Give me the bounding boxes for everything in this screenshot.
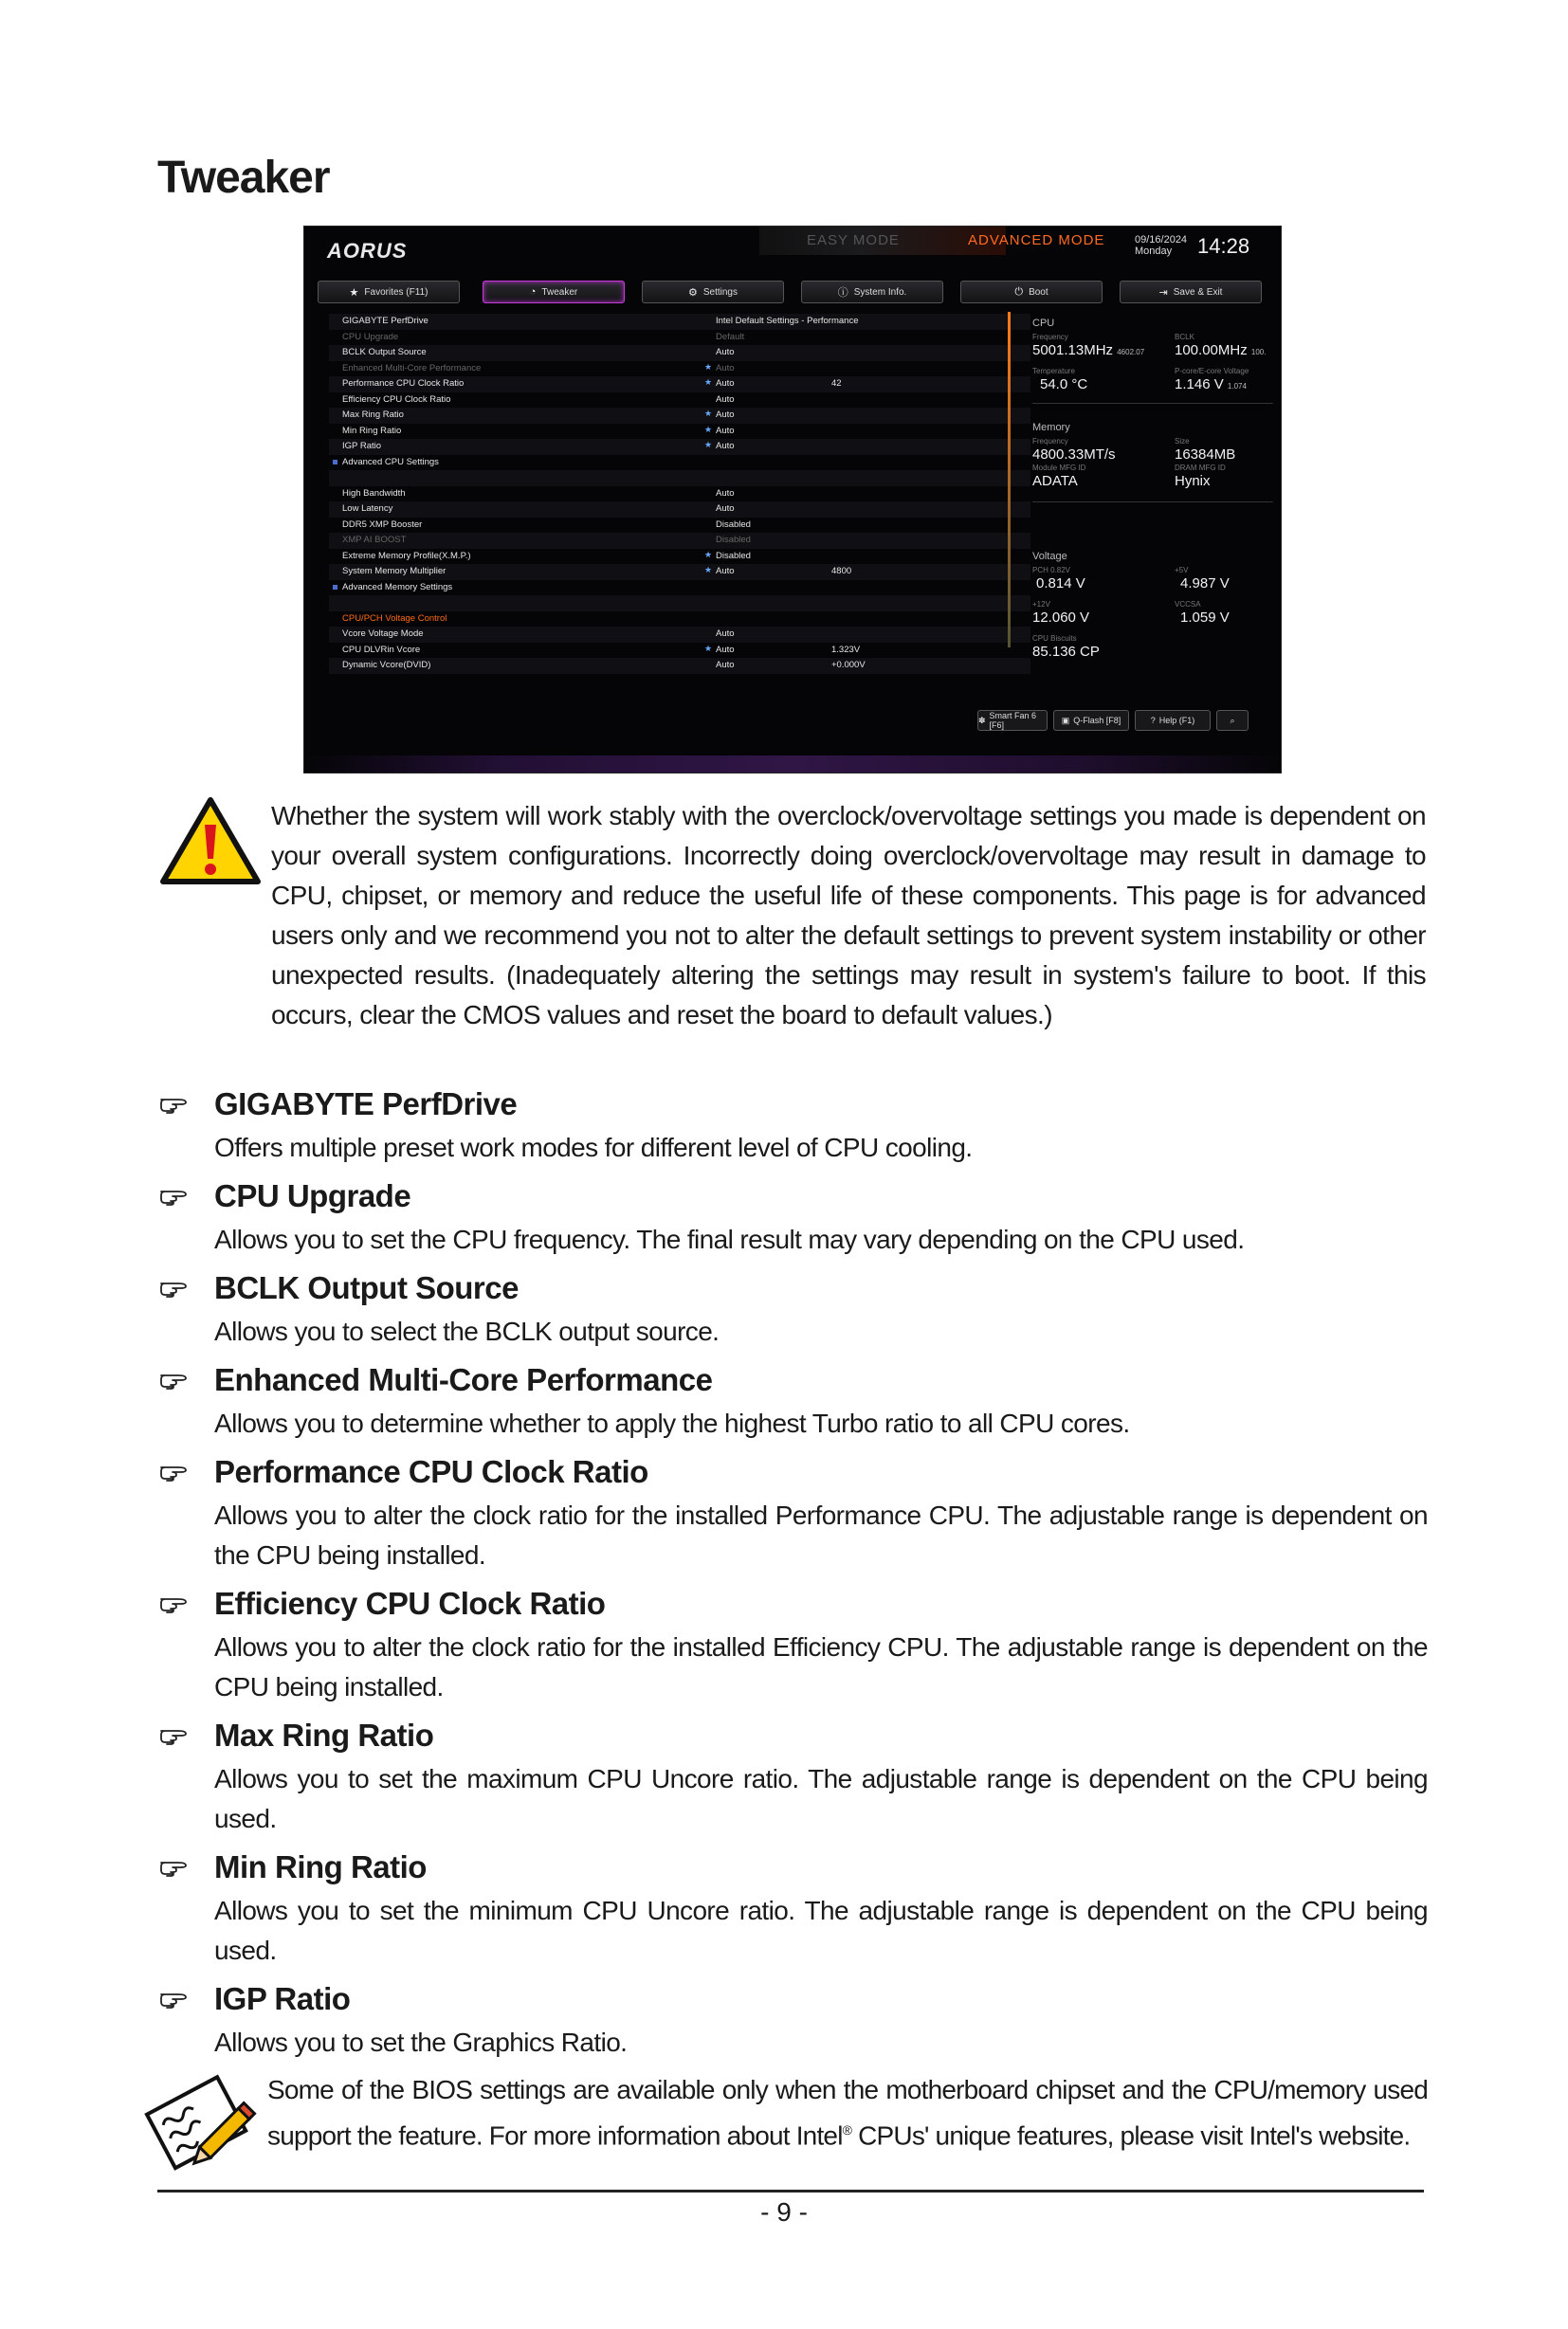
advanced-mode-tab[interactable]: ADVANCED MODE <box>968 232 1105 248</box>
setting-value[interactable]: Auto <box>716 362 735 373</box>
easy-mode-tab[interactable]: EASY MODE <box>807 232 900 248</box>
pch-label: PCH 0.82V <box>1032 566 1071 574</box>
v12-value: 12.060 V <box>1032 610 1090 626</box>
help-icon: ? <box>1150 716 1156 725</box>
setting-row[interactable] <box>329 549 1030 565</box>
decorative-glow <box>304 755 1281 773</box>
setting-label: Dynamic Vcore(DVID) <box>342 660 431 670</box>
v5-value: 4.987 V <box>1180 575 1230 591</box>
day-text: Monday <box>1135 246 1173 257</box>
v5-label: +5V <box>1175 566 1189 574</box>
voltage-heading: Voltage <box>1032 551 1067 562</box>
setting-description: Allows you to alter the clock ratio for the installed Performance CPU. The adjustable range is dependent on the CPU being installed. <box>214 1501 1428 1570</box>
tab-settings[interactable] <box>642 281 784 303</box>
setting-row[interactable] <box>329 564 1030 580</box>
cpu-biscuits-label: CPU Biscuits <box>1032 634 1077 643</box>
setting-row[interactable] <box>329 314 1030 330</box>
temperature-label: Temperature <box>1032 367 1075 375</box>
setting-value[interactable]: Intel Default Settings - Performance <box>716 316 859 326</box>
setting-row[interactable] <box>329 424 1030 440</box>
fan-button[interactable] <box>977 710 1048 731</box>
tab-favorites-f11[interactable] <box>318 281 460 303</box>
favorite-star-icon[interactable]: ★ <box>704 565 713 574</box>
cpu-biscuits-value: 85.136 CP <box>1032 644 1100 660</box>
setting-title: Max Ring Ratio <box>214 1718 434 1753</box>
aorus-logo: AORUS <box>327 239 408 263</box>
vccsa-label: VCCSA <box>1175 600 1201 609</box>
footer-rule <box>157 2190 1424 2193</box>
favorite-star-icon[interactable]: ★ <box>704 361 713 372</box>
date-text: 09/16/2024 <box>1135 234 1188 246</box>
fan-icon: ✽ <box>978 715 986 725</box>
bclk-text: 100.00MHz <box>1175 342 1248 358</box>
setting-title: GIGABYTE PerfDrive <box>214 1086 518 1121</box>
setting-value[interactable]: Auto <box>716 347 735 357</box>
bclk-label: BCLK <box>1175 333 1194 341</box>
gauge-icon: ◔ <box>529 286 537 298</box>
setting-value[interactable]: Disabled <box>716 535 751 545</box>
chip-icon: ▣ <box>1061 715 1070 725</box>
setting-current-value: 1.323V <box>831 644 861 655</box>
bios-date <box>1135 234 1187 257</box>
spacer-row <box>329 470 1030 486</box>
tab-boot[interactable] <box>960 281 1103 303</box>
setting-value[interactable]: Disabled <box>716 550 751 561</box>
mem-frequency-label: Frequency <box>1032 437 1068 446</box>
pcore-voltage-label: P-core/E-core Voltage <box>1175 367 1249 375</box>
setting-value[interactable]: Auto <box>716 425 735 436</box>
tab-tweaker[interactable] <box>483 281 625 303</box>
divider <box>1032 501 1273 502</box>
tab-label: Save & Exit <box>1173 286 1223 298</box>
setting-title: Efficiency CPU Clock Ratio <box>214 1586 606 1621</box>
setting-row[interactable] <box>329 486 1030 502</box>
setting-description: Allows you to set the CPU frequency. The final result may vary depending on the CPU used. <box>214 1225 1245 1254</box>
favorite-star-icon[interactable]: ★ <box>704 409 713 418</box>
setting-label: CPU/PCH Voltage Control <box>342 612 447 624</box>
favorite-star-icon[interactable]: ★ <box>704 440 713 449</box>
pcore-voltage-value <box>1175 376 1247 392</box>
setting-title: Enhanced Multi-Core Performance <box>214 1362 713 1397</box>
setting-label: Max Ring Ratio <box>342 409 404 420</box>
setting-current-value: 42 <box>831 378 842 389</box>
favorite-star-icon[interactable]: ★ <box>704 377 713 387</box>
submenu-bullet-icon <box>333 460 337 464</box>
bios-screenshot <box>303 226 1282 773</box>
module-mfg-value: ADATA <box>1032 473 1078 489</box>
cpu-heading: CPU <box>1032 318 1055 329</box>
setting-row[interactable] <box>329 376 1030 392</box>
exit-icon: ⇥ <box>1158 286 1168 299</box>
setting-title: IGP Ratio <box>214 1981 351 2016</box>
pointing-hand-icon <box>159 1276 190 1299</box>
favorite-star-icon[interactable]: ★ <box>704 643 713 653</box>
setting-label: Efficiency CPU Clock Ratio <box>342 393 451 405</box>
setting-row[interactable] <box>329 345 1030 361</box>
button-label: Smart Fan 6 [F6] <box>989 711 1037 730</box>
setting-row[interactable] <box>329 611 1030 628</box>
mem-frequency-value: 4800.33MT/s <box>1032 446 1116 463</box>
setting-label: Advanced Memory Settings <box>342 581 453 592</box>
setting-label: Performance CPU Clock Ratio <box>342 378 465 389</box>
cpu-frequency-label: Frequency <box>1032 333 1068 341</box>
help-button[interactable] <box>1135 710 1211 731</box>
setting-value[interactable]: Default <box>716 331 745 342</box>
info-icon: ⓘ <box>837 287 848 299</box>
setting-label: DDR5 XMP Booster <box>342 519 423 530</box>
vccsa-value: 1.059 V <box>1180 610 1230 626</box>
setting-row[interactable] <box>329 533 1030 549</box>
setting-label: BCLK Output Source <box>342 347 427 357</box>
gear-icon: ⚙ <box>687 286 698 299</box>
mem-size-label: Size <box>1175 437 1190 446</box>
v12-label: +12V <box>1032 600 1050 609</box>
settings-scrollbar[interactable] <box>1008 312 1011 647</box>
pointing-hand-icon <box>159 1987 190 2010</box>
note-text-before: Some of the BIOS settings are available only when the motherboard chipset and the CPU/memory used support the feature. For more information about Intel <box>267 2075 1428 2151</box>
divider <box>1032 403 1273 404</box>
pointing-hand-icon <box>159 1460 190 1483</box>
setting-description: Allows you to set the minimum CPU Uncore ratio. The adjustable range is dependent on the CPU being used. <box>214 1896 1428 1965</box>
pointing-hand-icon <box>159 1855 190 1878</box>
setting-value[interactable]: Auto <box>716 628 735 639</box>
pointing-hand-icon <box>159 1723 190 1746</box>
setting-value[interactable]: Auto <box>716 409 735 420</box>
pointing-hand-icon <box>159 1092 190 1115</box>
tab-label: Settings <box>702 286 738 298</box>
setting-title: Performance CPU Clock Ratio <box>214 1454 648 1489</box>
setting-label: CPU DLVRin Vcore <box>342 644 421 655</box>
setting-title: BCLK Output Source <box>214 1270 519 1305</box>
setting-description: Allows you to select the BCLK output source. <box>214 1317 720 1346</box>
tab-save-exit[interactable] <box>1120 281 1262 303</box>
dram-mfg-value: Hynix <box>1175 473 1211 489</box>
tab-label: Tweaker <box>541 286 578 298</box>
note-pencil-icon <box>144 2071 260 2175</box>
setting-title: CPU Upgrade <box>214 1178 411 1213</box>
setting-description: Allows you to set the Graphics Ratio. <box>214 2028 628 2057</box>
setting-value[interactable]: Auto <box>716 566 735 576</box>
registered-mark: ® <box>842 2122 852 2138</box>
page-number: - 9 - <box>760 2197 808 2227</box>
search-button[interactable] <box>1216 710 1249 731</box>
bclk-value <box>1175 342 1266 358</box>
setting-description: Allows you to alter the clock ratio for the installed Efficiency CPU. The adjustable range is dependent on the CPU being installed. <box>214 1632 1428 1701</box>
pointing-hand-icon <box>159 1592 190 1614</box>
setting-title: Min Ring Ratio <box>214 1849 427 1884</box>
tab-label: System Info. <box>853 286 907 298</box>
tab-system-info[interactable] <box>801 281 943 303</box>
setting-description: Allows you to determine whether to apply the highest Turbo ratio to all CPU cores. <box>214 1409 1130 1438</box>
tab-label: Boot <box>1029 286 1048 298</box>
mem-size-value: 16384MB <box>1175 446 1236 463</box>
setting-current-value: 4800 <box>831 566 852 576</box>
setting-value[interactable]: Disabled <box>716 519 751 530</box>
setting-row[interactable] <box>329 501 1030 518</box>
submenu-bullet-icon <box>333 585 337 590</box>
setting-row[interactable] <box>329 408 1030 424</box>
search-icon: ⌕ <box>1230 715 1235 725</box>
pcore-voltage-small: 1.074 <box>1227 382 1247 391</box>
setting-label: Min Ring Ratio <box>342 425 402 436</box>
setting-label: Vcore Voltage Mode <box>342 628 424 639</box>
setting-label: CPU Upgrade <box>342 331 399 342</box>
cpu-frequency-text: 5001.13MHz <box>1032 342 1114 358</box>
setting-current-value: +0.000V <box>831 660 866 670</box>
setting-row[interactable] <box>329 361 1030 377</box>
setting-label: Extreme Memory Profile(X.M.P.) <box>342 550 471 561</box>
button-label: Help (F1) <box>1158 716 1195 725</box>
setting-row[interactable] <box>329 627 1030 643</box>
bios-clock: 14:28 <box>1197 234 1250 258</box>
power-icon: ⏻ <box>1014 285 1024 298</box>
favorite-star-icon[interactable]: ★ <box>704 424 713 434</box>
setting-value[interactable]: Auto <box>716 644 735 655</box>
cpu-frequency-small: 4602.07 <box>1117 348 1145 356</box>
memory-heading: Memory <box>1032 422 1070 433</box>
setting-label: IGP Ratio <box>342 441 382 451</box>
cpu-frequency-value <box>1032 342 1144 358</box>
button-label: Q-Flash [F8] <box>1073 716 1121 725</box>
dram-mfg-label: DRAM MFG ID <box>1175 464 1226 472</box>
chip-button[interactable] <box>1053 710 1129 731</box>
setting-value[interactable]: Auto <box>716 660 735 670</box>
pcore-voltage-text: 1.146 V <box>1175 376 1224 392</box>
setting-value[interactable]: Auto <box>716 378 735 389</box>
setting-row[interactable] <box>329 658 1030 674</box>
pointing-hand-icon <box>159 1368 190 1391</box>
star-icon: ★ <box>349 286 359 299</box>
setting-row[interactable] <box>329 439 1030 455</box>
pointing-hand-icon <box>159 1184 190 1207</box>
setting-row[interactable] <box>329 580 1030 596</box>
setting-label: Low Latency <box>342 503 393 514</box>
setting-label: Advanced CPU Settings <box>342 456 439 467</box>
setting-description: Allows you to set the maximum CPU Uncore ratio. The adjustable range is dependent on the CPU being used. <box>214 1764 1428 1833</box>
setting-label: High Bandwidth <box>342 487 406 499</box>
setting-value[interactable]: Auto <box>716 393 735 405</box>
pch-value: 0.814 V <box>1036 575 1085 591</box>
setting-row[interactable] <box>329 455 1030 471</box>
spacer-row <box>329 595 1030 611</box>
setting-row[interactable] <box>329 330 1030 346</box>
setting-label: System Memory Multiplier <box>342 566 447 576</box>
setting-value[interactable]: Auto <box>716 441 735 451</box>
tab-label: Favorites (F11) <box>364 286 428 298</box>
setting-label: Enhanced Multi-Core Performance <box>342 362 482 373</box>
setting-value[interactable]: Auto <box>716 487 735 499</box>
setting-description: Offers multiple preset work modes for different level of CPU cooling. <box>214 1133 973 1162</box>
temperature-value: 54.0 °C <box>1040 376 1088 392</box>
setting-value[interactable]: Auto <box>716 503 735 514</box>
note-text <box>267 2070 1428 2156</box>
setting-row[interactable] <box>329 392 1030 409</box>
setting-label: XMP AI BOOST <box>342 535 407 545</box>
favorite-star-icon[interactable]: ★ <box>704 549 713 559</box>
module-mfg-label: Module MFG ID <box>1032 464 1086 472</box>
warning-text: Whether the system will work stably with the overclock/overvoltage settings you made is dependent on your overall system configurations. Incorrectly doing overclock/overvoltage may result in damage to CPU, chipset, or memory and reduce the useful life of these components. This page is for advanced users only and we recommend you not to alter the default settings to prevent system instability or other unexpected results. (Inadequately altering the settings may result in system's failure to boot. If this occurs, clear the CMOS values and reset the board to default values.) <box>271 801 1426 1029</box>
setting-row[interactable] <box>329 643 1030 659</box>
setting-label: GIGABYTE PerfDrive <box>342 316 428 326</box>
bclk-small: 100. <box>1250 348 1267 356</box>
page-title: Tweaker <box>157 153 330 203</box>
setting-row[interactable] <box>329 518 1030 534</box>
note-text-after: CPUs' unique features, please visit Intel's website. <box>851 2120 1411 2151</box>
warning-icon <box>159 796 262 887</box>
